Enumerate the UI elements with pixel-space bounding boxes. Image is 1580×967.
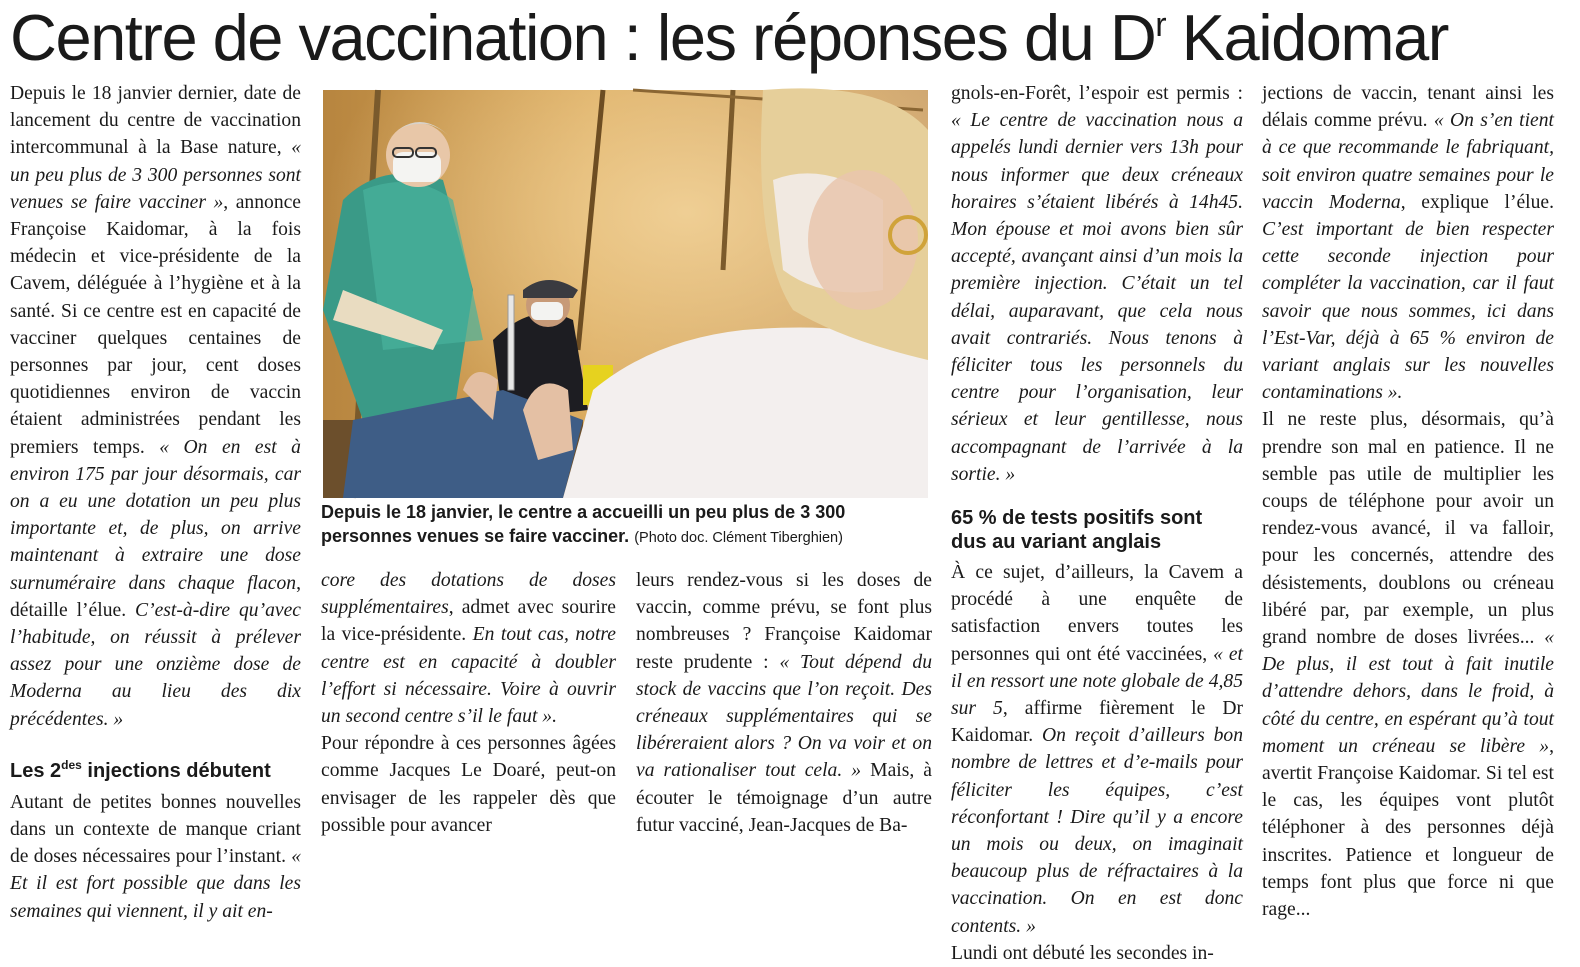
paragraph: core des dotations de doses supplémentaires, admet avec sourire la vice-présidente. En tout cas, notre centre est en capacité à doubler l’effort si nécessaire. Voire à ouvrir un second centre s’il le faut ». [321,570,616,728]
article-column-3 [636,567,932,836]
paragraph: Depuis le 18 janvier dernier, date de lancement du centre de vaccination intercommunal à la Base nature, « un peu plus de 3 300 personnes sont venues se faire vacciner », annonce Françoise Kaidomar, à la fois médecin et vice-présidente de la Cavem, déléguée à l’hygiène et à la santé. Si ce centre est en capacité de vacciner quelques centaines de personnes par jour, cent doses quotidiennes environ de vaccin étaient administrées pendant les premiers temps. « On en est à environ 175 par jour désormais, car on a eu une dotation un peu plus importante et, de plus, on arrive maintenant à extraire une dose surnuméraire dans chaque flacon, détaille l’élue. C’est-à-dire qu’avec l’habitude, on réussit à prélever assez pour une onzième dose de Moderna au lieu des dix précédentes. » [10,83,302,730]
paragraph: leurs rendez-vous si les doses de vaccin, comme prévu, se font plus nombreuses ? Françoise Kaidomar reste prudente : « Tout dépend du stock de vaccins que l’on reçoit. Des créneaux supplémentaires qui se libéreraient alors ? On va voir et on va rationaliser tout cela. » Mais, à écouter le témoignage d’un autre futur vacciné, Jean-Jacques de Ba- [636,570,932,836]
paragraph: Pour répondre à ces personnes âgées comme Jacques Le Doaré, peut-on envisager de les rappeler dès que possible pour avancer [321,733,616,836]
photo-caption: Depuis le 18 janvier, le centre a accueilli un peu plus de 3 300 personnes venues se faire vacciner. (Photo doc. Clément Tiberghien) [321,502,846,546]
vaccination-photo [323,90,928,498]
article-column-2 [321,567,616,836]
article-headline: Centre de vaccination : les réponses du $D^r$ Kaidomar [10,1,1448,74]
paragraph: jections de vaccin, tenant ainsi les délais comme prévu. « On s’en tient à ce que recommande le fabriquant, soit environ quatre semaines pour le vaccin Moderna, explique l’élue. C’est important de bien respecter cette seconde injection pour compléter la vaccination, car il faut savoir que nous sommes, ici dans l’Est-Var, déjà à 65 % environ de variant anglais sur les nouvelles contaminations ». [1262,83,1554,404]
article-column-5 [1262,80,1554,921]
photo-credit: (Photo doc. Clément Tiberghien) [634,530,843,546]
subheading: Les $2^{des}$ injections débutent [10,757,271,782]
paragraph: À ce sujet, d’ailleurs, la Cavem a procédé à une enquête de satisfaction envers toutes les personnes qui ont été vaccinées, « et il en ressort une note globale de 4,85 sur 5, affirme fièrement le Dr Kaidomar. On reçoit d’ailleurs bon nombre de lettres et d’e-mails pour féliciter les équipes, c’est réconfortant ! Dire qu’il y a encore un mois ou deux, on imaginait beaucoup plus de réfractaires à la vaccination. On en est donc contents. » [951,562,1244,937]
article-column-4 [951,80,1244,964]
article-column-1 [10,80,302,922]
paragraph: gnols-en-Forêt, l’espoir est permis : « Le centre de vaccination nous a appelés lundi dernier vers 13h pour nous informer que deux créneaux horaires s’étaient libérés à 14h45. Mon épouse et moi avons bien sûr accepté, avançant ainsi d’un mois la première injection. C’était un tel délai, auparavant, que cela nous avait contrariés. Nous tenons à féliciter tous les personnels du centre pour l’organisation, leur sérieux et leur gentillesse, nous accompagnant de l’arrivée à la sortie. » [951,83,1243,485]
paragraph: Il ne reste plus, désormais, qu’à prendre son mal en patience. Il ne semble pas utile de multiplier les coups de téléphone pour avoir un rendez-vous avancé, il va falloir, pour les concernés, attendre des désistements, doublons ou créneau libéré par, par exemple, un plus grand nombre de doses livrées... « De plus, il est tout à fait inutile d’attendre dehors, dans le froid, à côté du centre, en espérant qu’à tout moment un créneau se libère », avertit Françoise Kaidomar. Si tel est le cas, les équipes vont plutôt téléphoner à des personnes déjà inscrites. Patience et longueur de temps font plus que force ni que rage... [1262,409,1554,921]
paragraph: Lundi ont débuté les secondes in- [951,942,1214,964]
subheading: 65 % de tests positifs sont dus au variant anglais [951,507,1203,554]
paragraph: Autant de petites bonnes nouvelles dans un contexte de manque criant de doses nécessaires pour l’instant. « Et il est fort possible que dans les semaines qui viennent, il y ait en- [10,791,301,922]
